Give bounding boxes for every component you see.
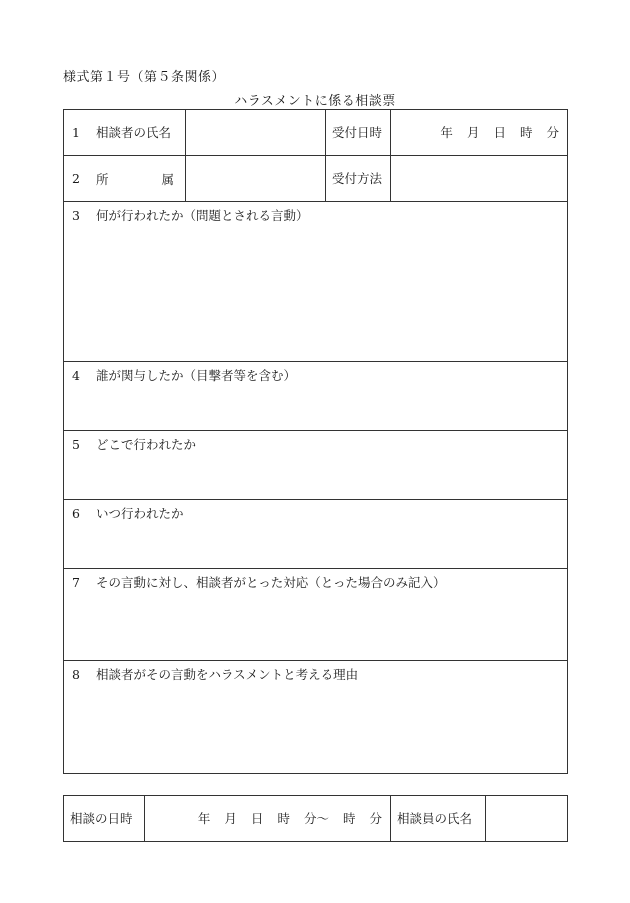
- row-affiliation: [64, 156, 568, 202]
- consultant-name-field[interactable]: [486, 796, 568, 842]
- row-name: [64, 110, 568, 156]
- section-label: どこで行われたか: [96, 437, 197, 452]
- section-7-field[interactable]: [64, 569, 568, 661]
- unit-year: 年: [440, 125, 453, 140]
- section-number: 4: [72, 368, 80, 383]
- row-number-1: 1: [72, 125, 80, 140]
- section-8-field[interactable]: [64, 661, 568, 774]
- unit-minute-to: 分〜: [303, 811, 329, 826]
- unit-hour: 時: [277, 811, 290, 826]
- section-3-field[interactable]: [64, 202, 568, 362]
- consultant-name-label-cell: [391, 796, 486, 842]
- section-4: [64, 362, 568, 431]
- section-5: [64, 431, 568, 500]
- section-label: 誰が関与したか（目撃者等を含む）: [96, 368, 297, 383]
- consultation-row: [64, 796, 568, 842]
- row-number-2: 2: [72, 170, 80, 186]
- section-label: 相談者がその言動をハラスメントと考える理由: [96, 667, 359, 682]
- received-datetime-field[interactable]: [391, 110, 568, 156]
- consultation-form-table: [63, 109, 568, 774]
- section-number: 6: [72, 506, 80, 521]
- received-method-field[interactable]: [391, 156, 568, 202]
- form-title: ハラスメントに係る相談票: [234, 94, 396, 109]
- unit-month: 月: [224, 811, 237, 826]
- received-datetime-label-cell: [326, 110, 391, 156]
- section-8: [64, 661, 568, 774]
- section-4-field[interactable]: [64, 362, 568, 431]
- name-label-cell: [64, 110, 186, 156]
- section-number: 3: [72, 208, 80, 223]
- form-number: 様式第１号（第５条関係）: [63, 70, 226, 85]
- section-label: いつ行われたか: [96, 506, 184, 521]
- unit-hour-end: 時: [342, 811, 356, 826]
- name-field[interactable]: [186, 110, 326, 156]
- received-method-label-cell: [326, 156, 391, 202]
- section-label: その言動に対し、相談者がとった対応（とった場合のみ記入）: [96, 575, 446, 590]
- section-6: [64, 500, 568, 569]
- unit-minute-end: 分: [369, 811, 382, 826]
- section-3: [64, 202, 568, 362]
- affiliation-field[interactable]: [186, 156, 326, 202]
- section-6-field[interactable]: [64, 500, 568, 569]
- unit-minute: 分: [546, 125, 559, 140]
- affiliation-label: [96, 172, 174, 187]
- unit-year: 年: [197, 811, 211, 826]
- consultation-date-field[interactable]: [145, 796, 391, 842]
- consultation-date-label: 相談の日時: [70, 811, 133, 826]
- consultation-date-label-cell: [64, 796, 145, 842]
- unit-day: 日: [250, 811, 264, 826]
- received-datetime-label: 受付日時: [332, 125, 383, 140]
- affiliation-label-char-2: 属: [161, 171, 174, 187]
- section-number: 8: [72, 667, 80, 682]
- received-method-label: 受付方法: [332, 171, 383, 186]
- name-label: 相談者の氏名: [96, 125, 172, 140]
- affiliation-label-cell: [64, 156, 186, 202]
- unit-hour: 時: [519, 125, 533, 140]
- consultation-record-table: [63, 795, 568, 842]
- section-number: 5: [72, 437, 80, 452]
- section-7: [64, 569, 568, 661]
- consultant-name-label: 相談員の氏名: [397, 811, 473, 826]
- unit-month: 月: [466, 125, 480, 140]
- section-5-field[interactable]: [64, 431, 568, 500]
- section-number: 7: [72, 575, 80, 590]
- section-label: 何が行われたか（問題とされる言動）: [96, 208, 309, 223]
- affiliation-label-char-1: 所: [96, 171, 109, 187]
- unit-day: 日: [493, 125, 506, 140]
